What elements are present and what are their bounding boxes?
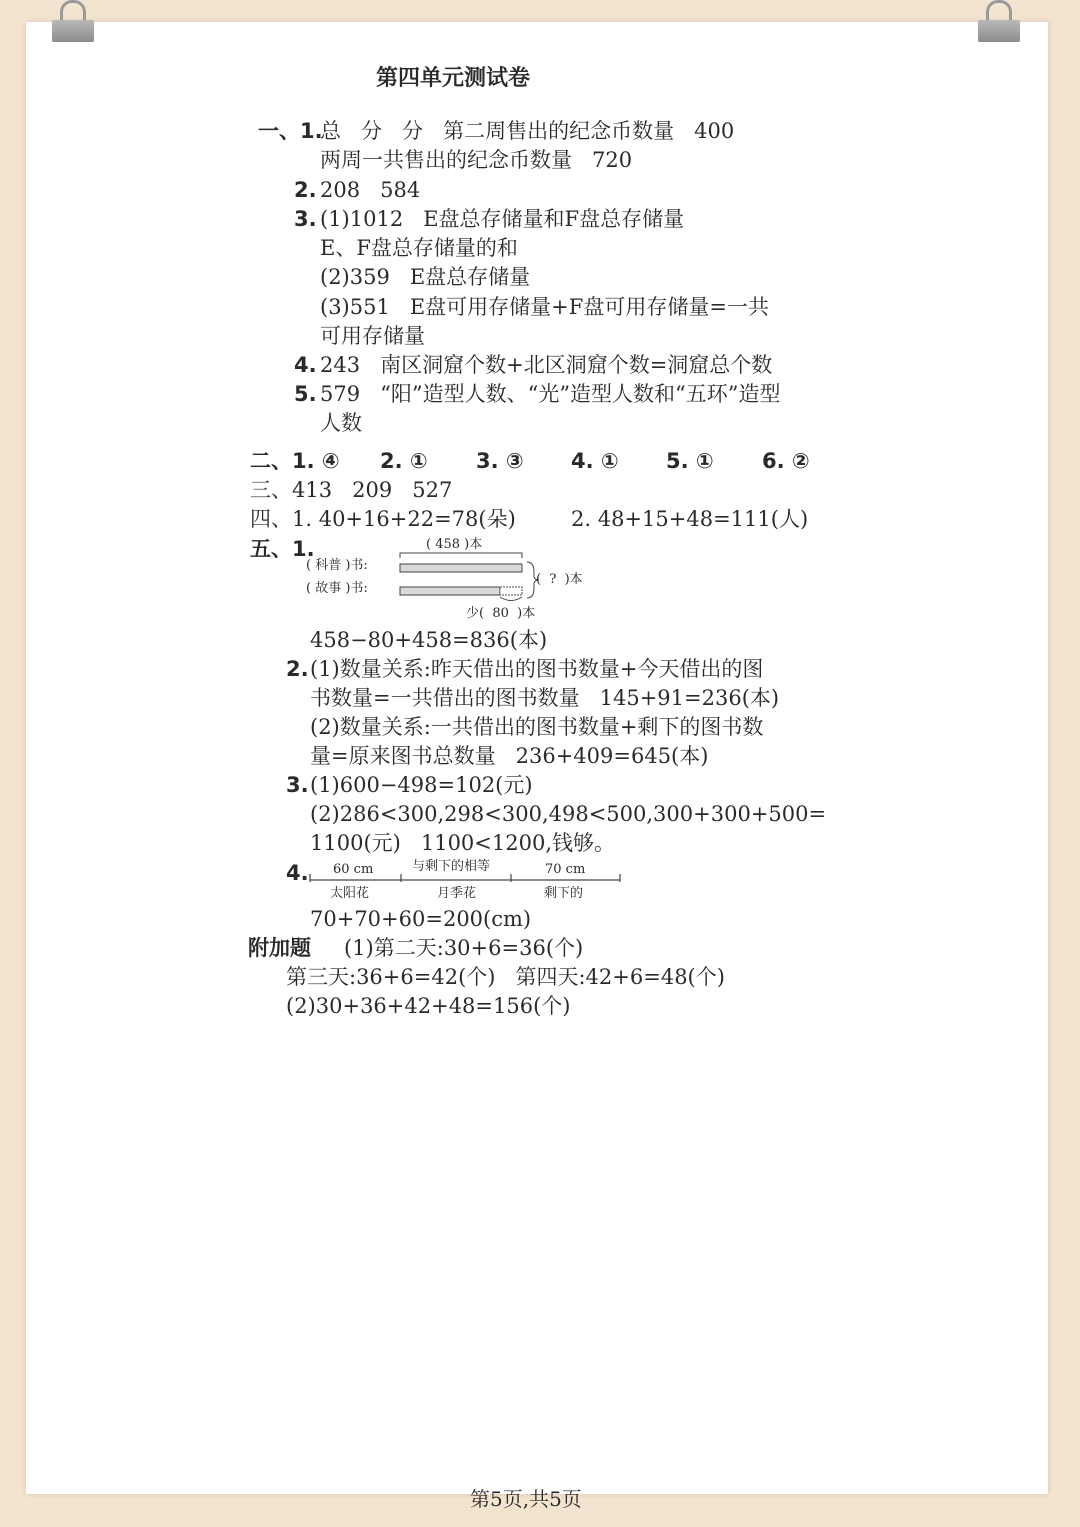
binder-clip-left-icon bbox=[52, 0, 94, 42]
diagram2-seg2-bottom: 月季花 bbox=[437, 886, 477, 901]
section-1-q2-answer: 208 584 bbox=[320, 178, 421, 202]
section-5-q1-number: 五、1. bbox=[250, 537, 315, 561]
page-title: 第四单元测试卷 bbox=[376, 66, 531, 91]
section-1-q1-line-b: 两周一共售出的纪念币数量 720 bbox=[320, 148, 633, 172]
extra-line-b: 第三天:36+6=42(个) 第四天:42+6=48(个) bbox=[286, 965, 725, 989]
section-5-q4-equation: 70+70+60=200(cm) bbox=[310, 907, 532, 931]
section-1-q1-number: 一、1. bbox=[258, 119, 323, 143]
section-2-q2: 2. ① bbox=[380, 449, 428, 473]
section-2-q3: 3. ③ bbox=[476, 449, 524, 473]
extra-label: 附加题 bbox=[248, 936, 311, 960]
section-4-q2: 2. 48+15+48=111(人) bbox=[571, 507, 809, 531]
section-1-q5-line-a: 579 “阳”造型人数、“光”造型人数和“五环”造型 bbox=[320, 382, 781, 406]
section-1-q3-line-d: (3)551 E盘可用存储量+F盘可用存储量=一共 bbox=[320, 295, 769, 319]
section-2-q4: 4. ① bbox=[571, 449, 619, 473]
section-2-q5: 5. ① bbox=[666, 449, 714, 473]
diagram1-bars bbox=[396, 552, 546, 608]
section-3-answers: 三、413 209 527 bbox=[250, 478, 453, 502]
section-5-q3-line-b: (2)286<300,298<300,498<500,300+300+500= bbox=[310, 802, 827, 826]
section-2-q6: 6. ② bbox=[762, 449, 810, 473]
section-5-q2-line-a: (1)数量关系:昨天借出的图书数量+今天借出的图 bbox=[310, 657, 764, 681]
section-2-q1: 二、1. ④ bbox=[250, 449, 340, 473]
section-1-q4-number: 4. bbox=[294, 353, 317, 377]
section-1-q3-number: 3. bbox=[294, 207, 317, 231]
section-1-q2-number: 2. bbox=[294, 178, 317, 202]
section-5-q4-number: 4. bbox=[286, 861, 309, 885]
section-5-q2-line-d: 量=原来图书总数量 236+409=645(本) bbox=[310, 744, 709, 768]
section-1-q5-line-b: 人数 bbox=[320, 411, 362, 435]
diagram2-seg1-bottom: 太阳花 bbox=[330, 886, 370, 901]
section-5-q1-equation: 458−80+458=836(本) bbox=[310, 628, 548, 652]
binder-clip-right-icon bbox=[978, 0, 1020, 42]
diagram1-row1-label: ( 科普 )书: bbox=[306, 558, 368, 573]
diagram2-seg1-top: 60 cm bbox=[333, 862, 374, 877]
section-5-q2-line-c: (2)数量关系:一共借出的图书数量+剩下的图书数 bbox=[310, 715, 764, 739]
diagram1-row2-label: ( 故事 )书: bbox=[306, 581, 368, 596]
section-5-q2-line-b: 书数量=一共借出的图书数量 145+91=236(本) bbox=[310, 686, 780, 710]
section-5-q3-number: 3. bbox=[286, 773, 309, 797]
section-1-q3-line-b: E、F盘总存储量的和 bbox=[320, 236, 518, 260]
section-1-q3-line-c: (2)359 E盘总存储量 bbox=[320, 265, 531, 289]
page-footer: 第5页,共5页 bbox=[470, 1487, 582, 1511]
section-4-q1: 四、1. 40+16+22=78(朵) bbox=[250, 507, 516, 531]
section-1-q5-number: 5. bbox=[294, 382, 317, 406]
section-1-q3-line-e: 可用存储量 bbox=[320, 324, 425, 348]
section-5-q3-line-c: 1100(元) 1100<1200,钱够。 bbox=[310, 831, 616, 855]
diagram2-seg3-top: 70 cm bbox=[545, 862, 586, 877]
diagram1-right-label: ( ? )本 bbox=[536, 572, 583, 587]
section-5-q3-line-a: (1)600−498=102(元) bbox=[310, 773, 533, 797]
diagram1-top-label: ( 458 )本 bbox=[426, 537, 483, 552]
section-1-q1-line-a: 总 分 分 第二周售出的纪念币数量 400 bbox=[320, 119, 735, 143]
extra-line-a: (1)第二天:30+6=36(个) bbox=[344, 936, 584, 960]
diagram2-seg2-top: 与剩下的相等 bbox=[412, 859, 491, 874]
diagram2-line bbox=[308, 874, 624, 886]
extra-line-c: (2)30+36+42+48=156(个) bbox=[286, 994, 571, 1018]
section-1-q3-line-a: (1)1012 E盘总存储量和F盘总存储量 bbox=[320, 207, 685, 231]
diagram2-seg3-bottom: 剩下的 bbox=[544, 886, 584, 901]
section-1-q4-answer: 243 南区洞窟个数+北区洞窟个数=洞窟总个数 bbox=[320, 353, 773, 377]
section-5-q2-number: 2. bbox=[286, 657, 309, 681]
diagram1-bottom-label: 少( 80 )本 bbox=[466, 606, 536, 621]
